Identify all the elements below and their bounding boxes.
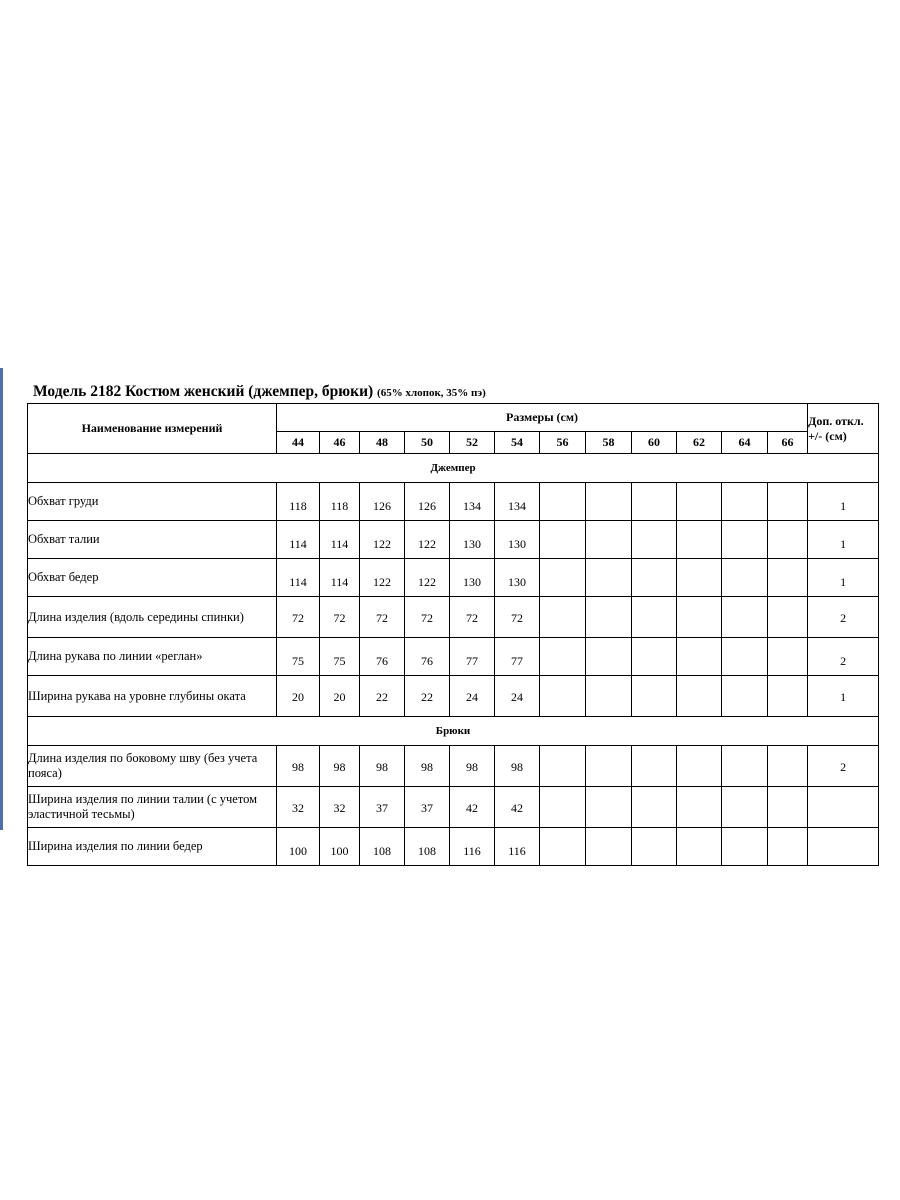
- measurement-name-header: Наименование измерений: [28, 404, 277, 454]
- size-value-cell: [632, 828, 677, 866]
- size-value-cell: [586, 483, 632, 521]
- size-value-cell: 100: [277, 828, 320, 866]
- size-value-cell: [768, 483, 808, 521]
- size-header-cell: 50: [405, 432, 450, 454]
- size-value-cell: 76: [405, 638, 450, 676]
- size-value-cell: [586, 521, 632, 559]
- size-value-cell: 130: [495, 521, 540, 559]
- size-header-cell: 48: [360, 432, 405, 454]
- size-value-cell: [632, 787, 677, 828]
- size-value-cell: [677, 597, 722, 638]
- size-value-cell: [586, 638, 632, 676]
- size-value-cell: [768, 676, 808, 717]
- size-header-cell: 58: [586, 432, 632, 454]
- size-value-cell: 75: [320, 638, 360, 676]
- size-value-cell: [586, 746, 632, 787]
- size-value-cell: [722, 746, 768, 787]
- size-value-cell: 130: [495, 559, 540, 597]
- deviation-value-cell: 2: [808, 746, 879, 787]
- size-value-cell: 37: [405, 787, 450, 828]
- size-value-cell: 134: [450, 483, 495, 521]
- measurement-name: Обхват талии: [28, 521, 277, 559]
- sizes-header: Размеры (см): [277, 404, 808, 432]
- size-value-cell: 42: [450, 787, 495, 828]
- size-value-cell: 126: [360, 483, 405, 521]
- size-value-cell: 114: [320, 521, 360, 559]
- measurement-name: Обхват груди: [28, 483, 277, 521]
- size-value-cell: [722, 597, 768, 638]
- size-value-cell: 114: [277, 521, 320, 559]
- section-row: [28, 454, 879, 483]
- size-value-cell: [722, 828, 768, 866]
- size-value-cell: [768, 597, 808, 638]
- size-value-cell: 100: [320, 828, 360, 866]
- size-value-cell: 126: [405, 483, 450, 521]
- size-value-cell: 114: [277, 559, 320, 597]
- section-title: Брюки: [28, 717, 879, 746]
- deviation-header: Доп. откл. +/- (см): [808, 404, 879, 454]
- measurement-row: [28, 746, 879, 787]
- size-value-cell: [722, 559, 768, 597]
- measurement-name: Ширина рукава на уровне глубины оката: [28, 676, 277, 717]
- size-value-cell: [768, 638, 808, 676]
- size-value-cell: 116: [450, 828, 495, 866]
- size-value-cell: [540, 676, 586, 717]
- deviation-value-cell: 2: [808, 638, 879, 676]
- size-value-cell: 72: [360, 597, 405, 638]
- size-value-cell: 98: [405, 746, 450, 787]
- section-title: Джемпер: [28, 454, 879, 483]
- size-value-cell: [677, 676, 722, 717]
- title-main: Модель 2182 Костюм женский (джемпер, брюки): [33, 383, 374, 400]
- measurement-row: [28, 676, 879, 717]
- measurement-row: [28, 638, 879, 676]
- size-value-cell: [632, 638, 677, 676]
- size-value-cell: [540, 559, 586, 597]
- size-value-cell: [677, 746, 722, 787]
- size-value-cell: 77: [495, 638, 540, 676]
- size-value-cell: 134: [495, 483, 540, 521]
- size-value-cell: 72: [320, 597, 360, 638]
- size-value-cell: 20: [277, 676, 320, 717]
- size-value-cell: [586, 676, 632, 717]
- size-header-cell: 54: [495, 432, 540, 454]
- size-value-cell: [677, 638, 722, 676]
- size-value-cell: [632, 597, 677, 638]
- size-value-cell: [722, 483, 768, 521]
- size-value-cell: 122: [360, 559, 405, 597]
- size-value-cell: 75: [277, 638, 320, 676]
- size-value-cell: 130: [450, 521, 495, 559]
- size-value-cell: [677, 559, 722, 597]
- size-value-cell: 24: [450, 676, 495, 717]
- measurement-name: Длина изделия по боковому шву (без учета пояса): [28, 746, 277, 787]
- size-value-cell: 72: [277, 597, 320, 638]
- size-value-cell: [540, 521, 586, 559]
- size-value-cell: 77: [450, 638, 495, 676]
- size-value-cell: 116: [495, 828, 540, 866]
- size-value-cell: [677, 483, 722, 521]
- measurement-name: Обхват бедер: [28, 559, 277, 597]
- size-header-cell: 66: [768, 432, 808, 454]
- title-composition: (65% хлопок, 35% пэ): [377, 387, 486, 399]
- measurement-row: [28, 483, 879, 521]
- deviation-value-cell: 1: [808, 483, 879, 521]
- size-value-cell: 22: [360, 676, 405, 717]
- size-value-cell: [768, 828, 808, 866]
- measurement-row: [28, 597, 879, 638]
- deviation-value-cell: [808, 787, 879, 828]
- measurement-name: Ширина изделия по линии бедер: [28, 828, 277, 866]
- size-value-cell: [632, 746, 677, 787]
- size-value-cell: 98: [320, 746, 360, 787]
- size-value-cell: [722, 521, 768, 559]
- size-value-cell: 108: [360, 828, 405, 866]
- size-value-cell: [722, 787, 768, 828]
- size-value-cell: 122: [405, 521, 450, 559]
- deviation-value-cell: 1: [808, 676, 879, 717]
- size-value-cell: [677, 787, 722, 828]
- size-value-cell: [586, 559, 632, 597]
- measurement-row: [28, 787, 879, 828]
- deviation-value-cell: 1: [808, 521, 879, 559]
- size-value-cell: [632, 676, 677, 717]
- size-value-cell: [632, 559, 677, 597]
- size-value-cell: [540, 746, 586, 787]
- size-header-cell: 46: [320, 432, 360, 454]
- size-value-cell: 32: [277, 787, 320, 828]
- size-value-cell: [722, 638, 768, 676]
- size-header-cell: 64: [722, 432, 768, 454]
- size-value-cell: 24: [495, 676, 540, 717]
- measurement-row: [28, 521, 879, 559]
- size-value-cell: [540, 483, 586, 521]
- size-value-cell: 20: [320, 676, 360, 717]
- document-title: [33, 382, 486, 403]
- header-row: [28, 404, 879, 432]
- size-value-cell: [540, 638, 586, 676]
- size-value-cell: 98: [277, 746, 320, 787]
- size-value-cell: [677, 828, 722, 866]
- size-value-cell: 108: [405, 828, 450, 866]
- size-value-cell: 42: [495, 787, 540, 828]
- size-value-cell: 98: [360, 746, 405, 787]
- size-value-cell: [586, 787, 632, 828]
- size-value-cell: 98: [495, 746, 540, 787]
- size-header-cell: 56: [540, 432, 586, 454]
- size-value-cell: [540, 787, 586, 828]
- size-value-cell: 72: [495, 597, 540, 638]
- size-value-cell: 72: [405, 597, 450, 638]
- section-row: [28, 717, 879, 746]
- size-value-cell: 118: [277, 483, 320, 521]
- left-margin-bar: [0, 368, 3, 830]
- deviation-value-cell: [808, 828, 879, 866]
- size-value-cell: [768, 521, 808, 559]
- size-value-cell: [768, 746, 808, 787]
- size-value-cell: 122: [360, 521, 405, 559]
- size-value-cell: [768, 559, 808, 597]
- measurement-name: Длина изделия (вдоль середины спинки): [28, 597, 277, 638]
- size-header-cell: 52: [450, 432, 495, 454]
- size-value-cell: 22: [405, 676, 450, 717]
- measurement-row: [28, 559, 879, 597]
- size-value-cell: 122: [405, 559, 450, 597]
- deviation-value-cell: 2: [808, 597, 879, 638]
- size-value-cell: [632, 483, 677, 521]
- size-value-cell: [768, 787, 808, 828]
- measurement-row: [28, 828, 879, 866]
- size-value-cell: [722, 676, 768, 717]
- deviation-value-cell: 1: [808, 559, 879, 597]
- size-header-cell: 60: [632, 432, 677, 454]
- size-header-cell: 62: [677, 432, 722, 454]
- size-value-cell: [540, 597, 586, 638]
- size-value-cell: 118: [320, 483, 360, 521]
- size-value-cell: 32: [320, 787, 360, 828]
- measurement-name: Длина рукава по линии «реглан»: [28, 638, 277, 676]
- size-value-cell: [540, 828, 586, 866]
- size-value-cell: 130: [450, 559, 495, 597]
- size-header-cell: 44: [277, 432, 320, 454]
- size-value-cell: [586, 828, 632, 866]
- size-value-cell: 98: [450, 746, 495, 787]
- size-value-cell: [677, 521, 722, 559]
- size-value-cell: 72: [450, 597, 495, 638]
- size-chart-table: [27, 403, 879, 866]
- size-value-cell: 76: [360, 638, 405, 676]
- measurement-name: Ширина изделия по линии талии (с учетом эластичной тесьмы): [28, 787, 277, 828]
- size-value-cell: [632, 521, 677, 559]
- size-value-cell: [586, 597, 632, 638]
- size-value-cell: 37: [360, 787, 405, 828]
- size-value-cell: 114: [320, 559, 360, 597]
